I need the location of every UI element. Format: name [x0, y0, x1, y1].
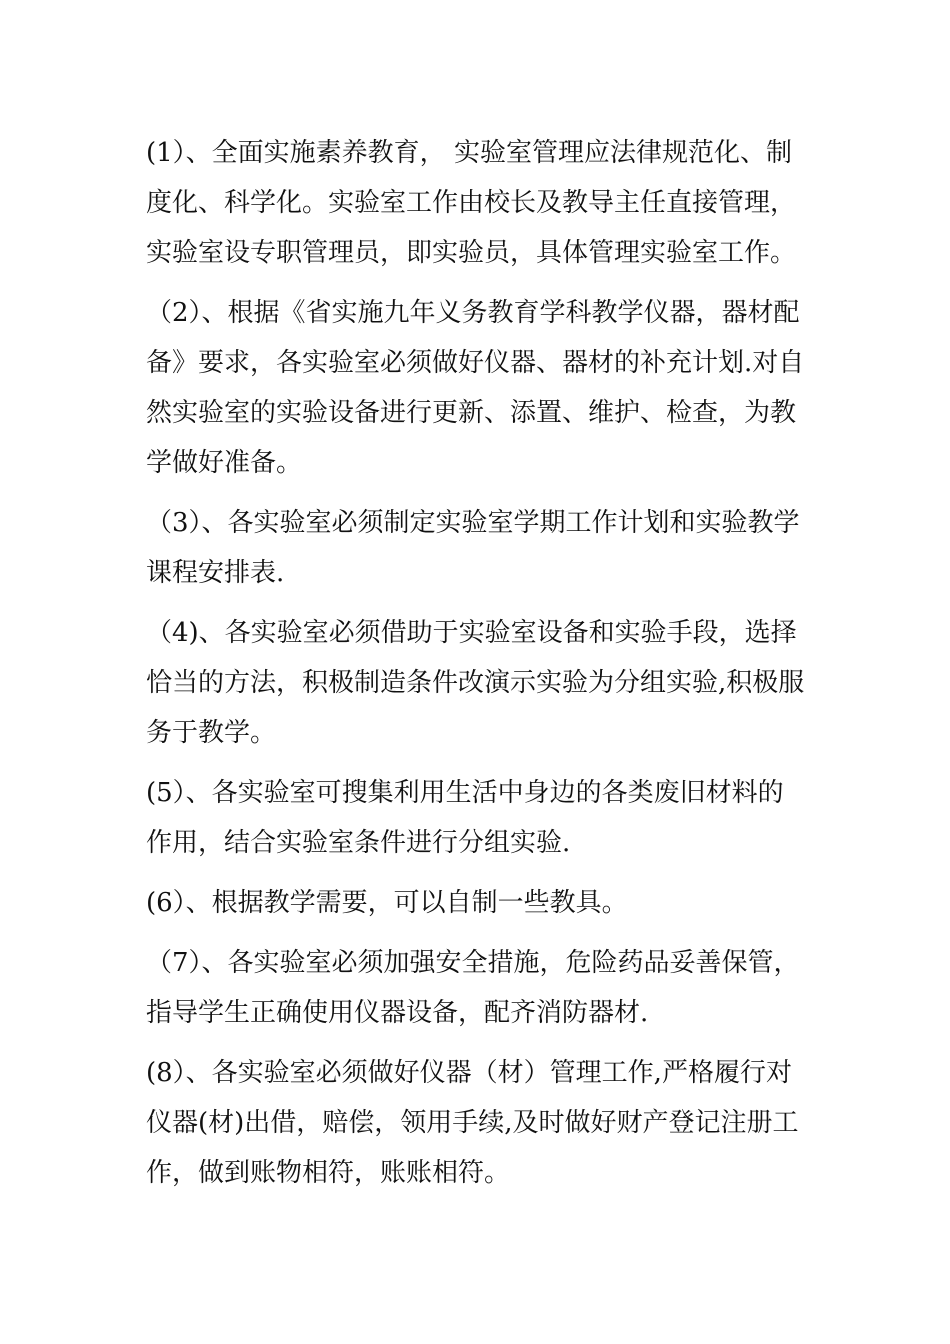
paragraph-line: （3）、各实验室必须制定实验室学期工作计划和实验教学: [146, 508, 800, 538]
paragraph-line: (6）、根据教学需要，可以自制一些教具。: [146, 888, 628, 918]
paragraph-line: （7）、各实验室必须加强安全措施，危险药品妥善保管，: [146, 948, 800, 978]
paragraph-line: 务于教学。: [146, 718, 277, 748]
paragraph-7: [146, 938, 806, 1038]
paragraph-line: 仪器(材)出借，赔偿，领用手续,及时做好财产登记注册工: [146, 1108, 799, 1138]
paragraph-8: [146, 1048, 806, 1198]
paragraph-line: （2）、根据《省实施九年义务教育学科教学仪器，器材配: [146, 298, 800, 328]
paragraph-2: [146, 288, 806, 488]
paragraph-line: 课程安排表.: [146, 558, 285, 588]
paragraph-3: [146, 498, 806, 598]
paragraph-line: 恰当的方法，积极制造条件改演示实验为分组实验,积极服: [146, 668, 805, 698]
paragraph-6: [146, 878, 806, 928]
paragraph-line: 作用，结合实验室条件进行分组实验.: [146, 828, 571, 858]
document-body: [146, 128, 806, 1208]
paragraph-4: [146, 608, 806, 758]
paragraph-1: [146, 128, 806, 278]
paragraph-line: 备》要求，各实验室必须做好仪器、器材的补充计划.对自: [146, 348, 805, 378]
paragraph-line: 作，做到账物相符，账账相符。: [146, 1158, 511, 1188]
paragraph-line: (1）、全面实施素养教育， 实验室管理应法律规范化、制: [146, 138, 792, 168]
paragraph-line: （4)、各实验室必须借助于实验室设备和实验手段，选择: [146, 618, 797, 648]
paragraph-5: [146, 768, 806, 868]
paragraph-line: 实验室设专职管理员，即实验员，具体管理实验室工作。: [146, 238, 797, 268]
paragraph-line: 学做好准备。: [146, 448, 303, 478]
paragraph-line: 度化、科学化。实验室工作由校长及教导主任直接管理，: [146, 188, 797, 218]
paragraph-line: (5）、各实验室可搜集利用生活中身边的各类废旧材料的: [146, 778, 784, 808]
paragraph-line: 指导学生正确使用仪器设备，配齐消防器材.: [146, 998, 649, 1028]
paragraph-line: 然实验室的实验设备进行更新、添置、维护、检查，为教: [146, 398, 797, 428]
paragraph-line: (8）、各实验室必须做好仪器（材）管理工作,严格履行对: [146, 1058, 792, 1088]
